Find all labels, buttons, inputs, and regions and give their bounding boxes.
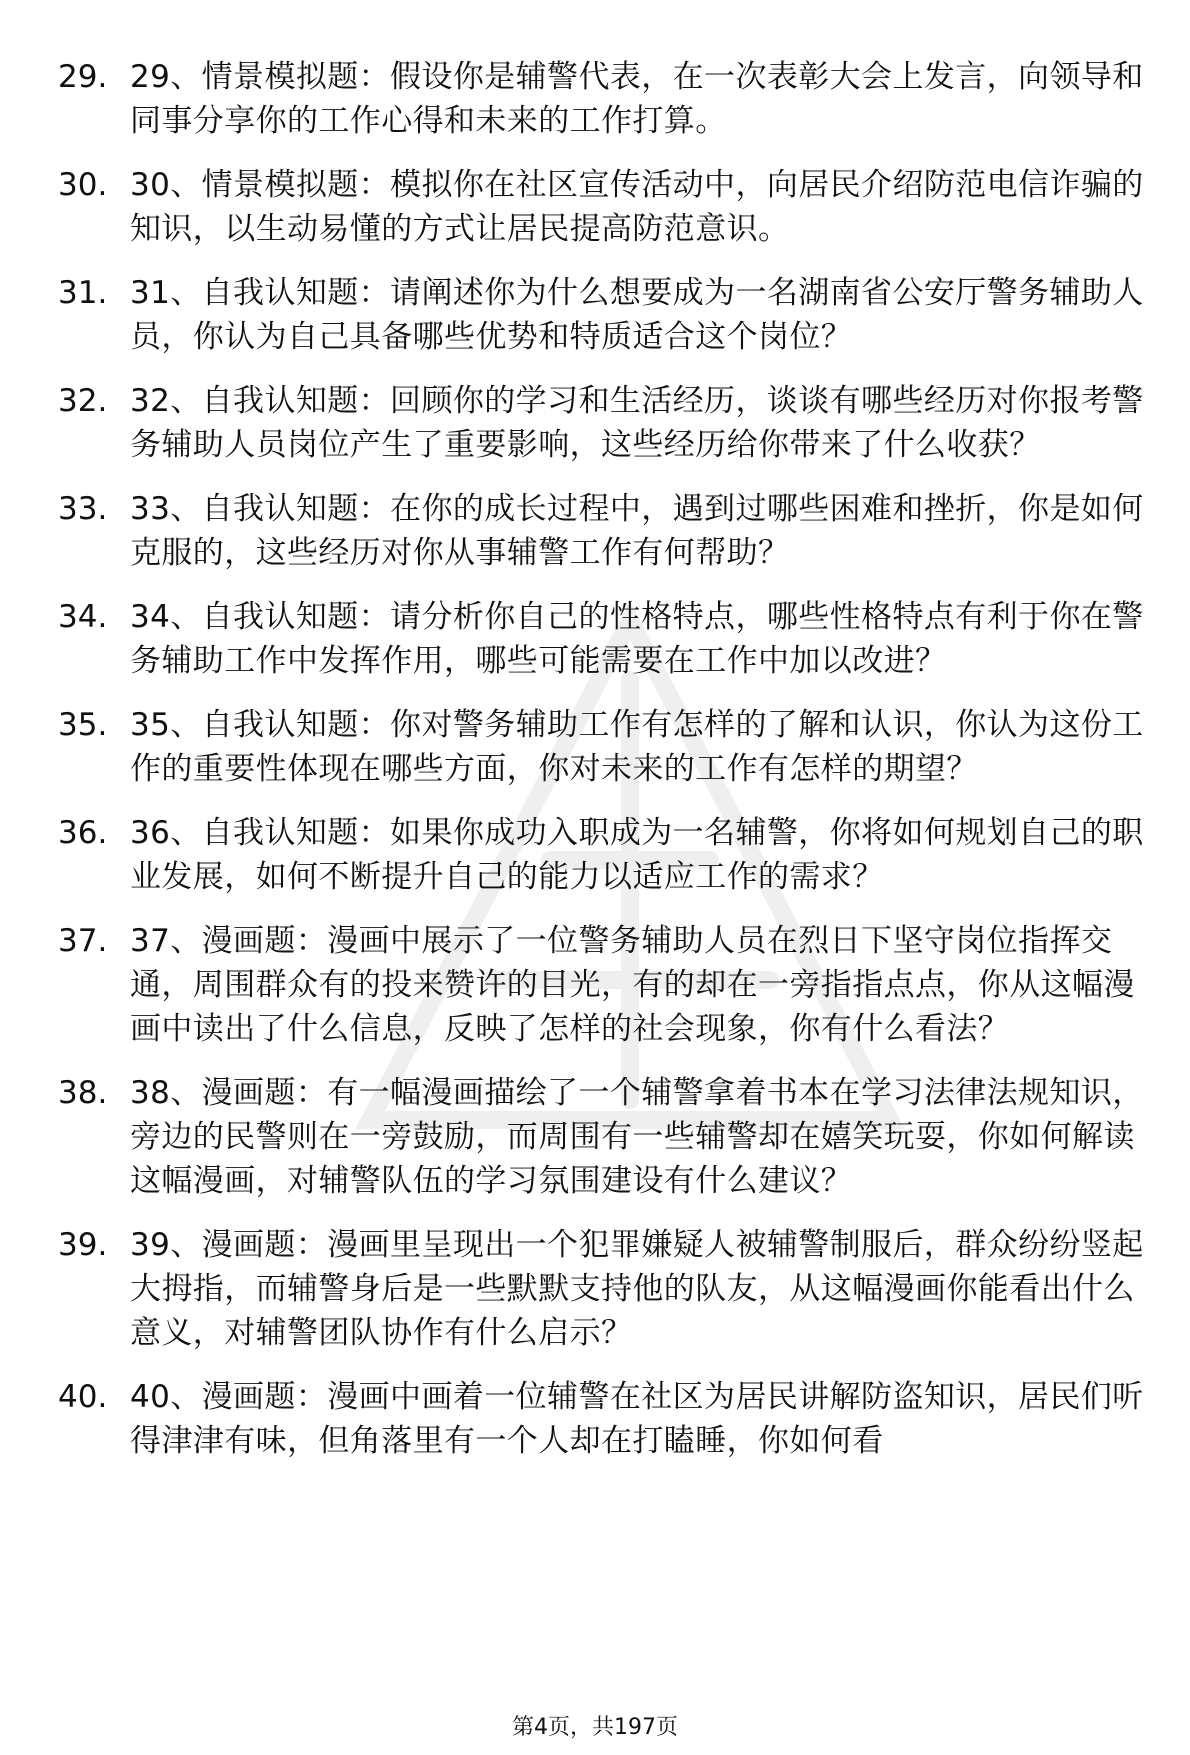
question-number: 35. [58, 707, 108, 743]
page-number: 第4页，共197页 [512, 1715, 678, 1740]
question-number: 39. [58, 1227, 108, 1263]
question-text: 31、自我认知题：请阐述你为什么想要成为一名湖南省公安厅警务辅助人员，你认为自己具备哪些优势和特质适合这个岗位？ [130, 275, 1144, 355]
question-text: 40、漫画题：漫画中画着一位辅警在社区为居民讲解防盗知识，居民们听得津津有味，但角落里有一个人却在打瞌睡，你如何看 [130, 1379, 1144, 1459]
question-item [58, 1071, 1148, 1203]
question-item [58, 379, 1148, 467]
question-text: 35、自我认知题：你对警务辅助工作有怎样的了解和认识，你认为这份工作的重要性体现在哪些方面，你对未来的工作有怎样的期望？ [130, 707, 1144, 787]
question-item [58, 271, 1148, 359]
question-number: 33. [58, 491, 108, 527]
question-number: 34. [58, 599, 108, 635]
question-number: 32. [58, 383, 108, 419]
question-list [58, 55, 1148, 1483]
question-text: 39、漫画题：漫画里呈现出一个犯罪嫌疑人被辅警制服后，群众纷纷竖起大拇指，而辅警身后是一些默默支持他的队友，从这幅漫画你能看出什么意义，对辅警团队协作有什么启示？ [130, 1227, 1144, 1351]
question-text: 29、情景模拟题：假设你是辅警代表，在一次表彰大会上发言，向领导和同事分享你的工作心得和未来的工作打算。 [130, 59, 1144, 139]
question-item [58, 163, 1148, 251]
question-item [58, 703, 1148, 791]
question-number: 40. [58, 1379, 108, 1415]
question-text: 36、自我认知题：如果你成功入职成为一名辅警，你将如何规划自己的职业发展，如何不断提升自己的能力以适应工作的需求？ [130, 815, 1144, 895]
question-text: 33、自我认知题：在你的成长过程中，遇到过哪些困难和挫折，你是如何克服的，这些经历对你从事辅警工作有何帮助？ [130, 491, 1144, 571]
question-item [58, 1375, 1148, 1463]
question-number: 29. [58, 59, 108, 95]
question-item [58, 919, 1148, 1051]
question-text: 30、情景模拟题：模拟你在社区宣传活动中，向居民介绍防范电信诈骗的知识，以生动易懂的方式让居民提高防范意识。 [130, 167, 1144, 247]
question-item [58, 55, 1148, 143]
question-number: 30. [58, 167, 108, 203]
question-text: 37、漫画题：漫画中展示了一位警务辅助人员在烈日下坚守岗位指挥交通，周围群众有的投来赞许的目光，有的却在一旁指指点点，你从这幅漫画中读出了什么信息，反映了怎样的社会现象，你有什么看法？ [130, 923, 1135, 1047]
question-number: 36. [58, 815, 108, 851]
question-text: 38、漫画题：有一幅漫画描绘了一个辅警拿着书本在学习法律法规知识，旁边的民警则在一旁鼓励，而周围有一些辅警却在嬉笑玩耍，你如何解读这幅漫画，对辅警队伍的学习氛围建设有什么建议？ [130, 1075, 1144, 1199]
question-item [58, 595, 1148, 683]
question-text: 32、自我认知题：回顾你的学习和生活经历，谈谈有哪些经历对你报考警务辅助人员岗位产生了重要影响，这些经历给你带来了什么收获？ [130, 383, 1144, 463]
question-number: 31. [58, 275, 108, 311]
question-number: 37. [58, 923, 108, 959]
question-item [58, 1223, 1148, 1355]
question-item [58, 487, 1148, 575]
question-number: 38. [58, 1075, 108, 1111]
question-text: 34、自我认知题：请分析你自己的性格特点，哪些性格特点有利于你在警务辅助工作中发挥作用，哪些可能需要在工作中加以改进？ [130, 599, 1144, 679]
question-item [58, 811, 1148, 899]
